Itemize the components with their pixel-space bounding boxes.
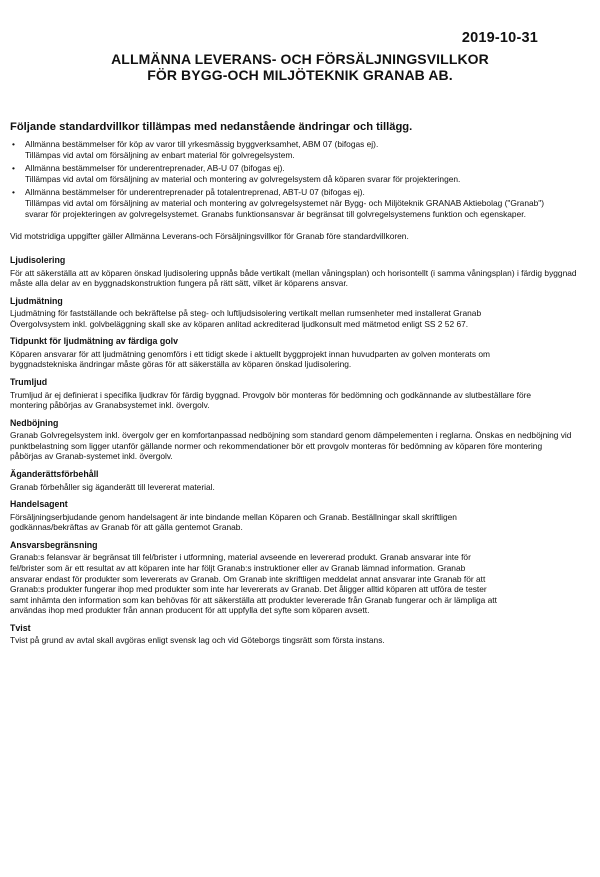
list-item-line: Tillämpas vid avtal om försäljning av enbart material för golvregelsystem. — [25, 149, 295, 160]
intro-heading: Följande standardvillkor tillämpas med nedanstående ändringar och tillägg. — [10, 121, 413, 133]
section-line: Granab Golvregelsystem inkl. övergolv ger en komfortanpassad nedböjning som standard genom dämpelementen i reglarna. Önskas en nedböjning vid — [10, 430, 572, 441]
section-aganderattsforbehall — [10, 469, 592, 492]
section-line: Granab:s produkter fungerar ihop med produkter som inte har levererats av Granab. Det åligger alltid köparen att utföra de tester — [10, 584, 487, 595]
section-line: Övergolvsystem inkl. golvbeläggning skall ske av köparen anlitad ackrediterad ljudkonsult med mätmetod enligt SS 2 52 67. — [10, 318, 469, 329]
section-heading: Tidpunkt för ljudmätning av färdiga golv — [10, 336, 178, 347]
list-item-line: Allmänna bestämmelser för köp av varor till yrkesmässig byggverksamhet, ABM 07 (bifogas ej). — [25, 139, 379, 149]
section-heading: Äganderättsförbehåll — [10, 469, 99, 480]
section-line: Köparen ansvarar för att ljudmätning genomförs i ett tidigt skede i aktuellt byggprojekt innan huvudparten av golven monterats om — [10, 348, 490, 359]
title-line-2: FÖR BYGG-OCH MILJÖTEKNIK GRANAB AB. — [147, 67, 453, 83]
section-line: Granab:s felansvar är begränsat till fel/brister i utformning, material avseende en levererad produkt. Granab ansvarar inte för — [10, 552, 471, 563]
section-line: För att säkerställa att av köparen önskad ljudisolering uppnås både vertikalt (mellan våningsplan) och horisontellt (i samma våningsplan) i färdig byggnad — [10, 267, 577, 278]
section-body — [10, 308, 592, 329]
section-body — [10, 635, 592, 646]
list-item-line: svarar för projekteringen av golvregelsystemet. Granabs funktionsansvar är begränsat till golvregelsystemens funktion och egenskaper. — [25, 208, 526, 219]
section-line: samt inhämta den information som kan behövas för att säkerställa att produkter levererade från Granab fungerar och är lämpliga att — [10, 594, 497, 605]
section-line: påbörjas av Granab-systemet inkl. övergolv. — [10, 451, 173, 462]
section-line: punktbelastning som ligger utanför gällande normer och rekommendationer bör ett provgolv monteras för bedömning av köparen före montering — [10, 440, 543, 451]
section-heading: Ljudisolering — [10, 255, 66, 265]
section-trumljud — [10, 377, 592, 411]
section-heading: Ansvarsbegränsning — [10, 539, 98, 550]
list-item — [10, 139, 590, 160]
section-body — [10, 390, 592, 411]
section-handelsagent — [10, 499, 592, 533]
list-item-line: Allmänna bestämmelser för underentreprenader på totalentreprenad, ABT-U 07 (bifogas ej). — [25, 187, 365, 198]
section-heading: Handelsagent — [10, 499, 68, 510]
section-body — [10, 430, 592, 462]
section-ljudmatning — [10, 296, 592, 330]
section-nedbojning — [10, 418, 592, 462]
section-line: Trumljud är ej definierat i specifika ljudkrav för färdig byggnad. Provgolv bör monteras för bedömning och godkännande av slutbeställare före — [10, 389, 532, 400]
list-item — [10, 163, 590, 184]
standard-terms-list — [10, 139, 590, 222]
bullet-icon: • — [12, 139, 15, 149]
section-line: ansvarar endast för produkter som levererats av Granab. Om Granab inte skriftligen meddelat annat ansvarar inte Granab för att — [10, 573, 486, 584]
section-line: godkännas/bekräftas av Granab för att gälla gentemot Granab. — [10, 522, 243, 533]
section-line: byggnadstekniska ändringar måste göras för att säkerställa av köparen önskad ljudisolering. — [10, 359, 352, 370]
bullet-icon: • — [12, 187, 15, 198]
section-tvist — [10, 623, 592, 646]
bullet-icon: • — [12, 163, 15, 174]
list-item-line: Allmänna bestämmelser för underentreprenader, AB-U 07 (bifogas ej). — [25, 163, 285, 174]
title-line-1: ALLMÄNNA LEVERANS- OCH FÖRSÄLJNINGSVILLKOR — [111, 51, 489, 67]
section-body — [10, 482, 592, 493]
list-item-line: Tillämpas vid avtal om försäljning av material och montering av golvregelsystem då köparen svarar för projekteringen. — [25, 173, 461, 184]
section-body — [10, 349, 592, 370]
section-tidpunkt — [10, 336, 592, 370]
section-body — [10, 512, 592, 533]
section-line: måste alla delar av en byggnadskonstruktion fungera på rätt sätt, vilket är köparens ansvar. — [10, 278, 348, 289]
section-line: montering påbörjas av Granabsystemet inkl. övergolv. — [10, 400, 210, 411]
terms-sections — [10, 251, 592, 653]
section-line: Försäljningserbjudande genom handelsagent är inte bindande mellan Köparen och Granab. Beställningar skall skriftligen — [10, 511, 457, 522]
section-heading: Nedböjning — [10, 417, 59, 428]
section-heading: Ljudmätning — [10, 295, 63, 306]
list-item-line: Tillämpas vid avtal om försäljning av material och montering av golvregelsystemet när Bygg- och Miljöteknik GRANAB Aktiebolag ("Granab") — [25, 197, 545, 208]
section-heading: Tvist — [10, 622, 31, 633]
section-line: fel/brister som är ett resultat av att köparen inte har följt Granab:s instruktioner eller av Granab lämnad information. Granab — [10, 562, 466, 573]
section-ljudisolering — [10, 255, 592, 289]
section-line: Tvist på grund av avtal skall avgöras enligt svensk lag och vid Göteborgs tingsrätt som första instans. — [10, 635, 385, 646]
section-line: Granab förbehåller sig äganderätt till levererat material. — [10, 481, 215, 492]
precedence-note: Vid motstridiga uppgifter gäller Allmänna Leverans-och Försäljningsvillkor för Granab före standardvillkoren. — [10, 231, 409, 241]
section-body — [10, 552, 592, 616]
section-line: användas ihop med produkter från annan producent för att uppfylla det syfte som köparen avsett. — [10, 605, 370, 616]
document-title — [40, 51, 560, 83]
section-heading: Trumljud — [10, 377, 48, 388]
list-item — [10, 187, 590, 219]
section-line: Ljudmätning för fastställande och bekräftelse på steg- och luftljudsisolering vertikalt mellan rumsenheter med installerat Granab — [10, 308, 482, 319]
section-body — [10, 268, 592, 289]
document-date: 2019-10-31 — [461, 30, 538, 46]
section-ansvarsbegransning — [10, 540, 592, 616]
